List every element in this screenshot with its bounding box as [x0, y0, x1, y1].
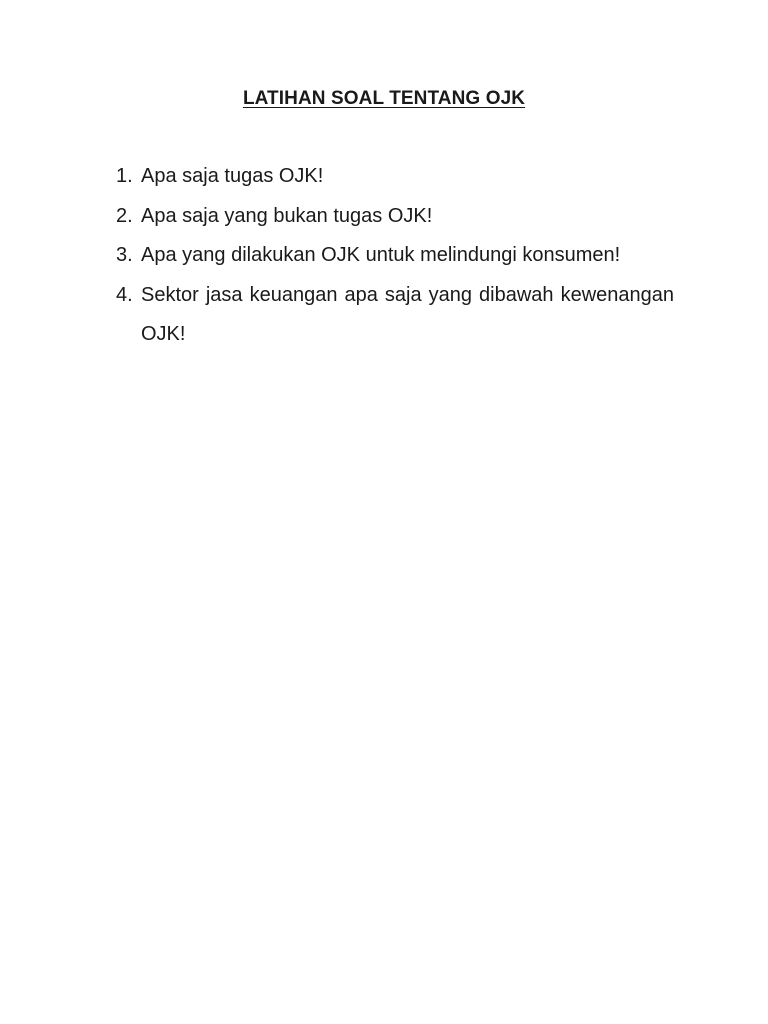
- page-title: LATIHAN SOAL TENTANG OJK: [242, 88, 526, 109]
- question-text: Apa saja tugas OJK!: [141, 165, 324, 187]
- question-number: 4.: [116, 283, 133, 306]
- question-number: 1.: [116, 165, 133, 187]
- question-text: Sektor jasa keuangan apa saja yang dibawah kewenangan OJK!: [141, 283, 674, 345]
- question-number: 3.: [116, 244, 133, 266]
- question-number: 2.: [116, 204, 133, 227]
- list-item: [116, 197, 674, 237]
- question-text: Apa yang dilakukan OJK untuk melindungi konsumen!: [141, 244, 621, 266]
- question-text: Apa saja yang bukan tugas OJK!: [141, 204, 433, 227]
- list-item: [116, 157, 674, 197]
- list-item: [116, 276, 674, 355]
- question-list: [116, 157, 674, 355]
- list-item: [116, 236, 674, 276]
